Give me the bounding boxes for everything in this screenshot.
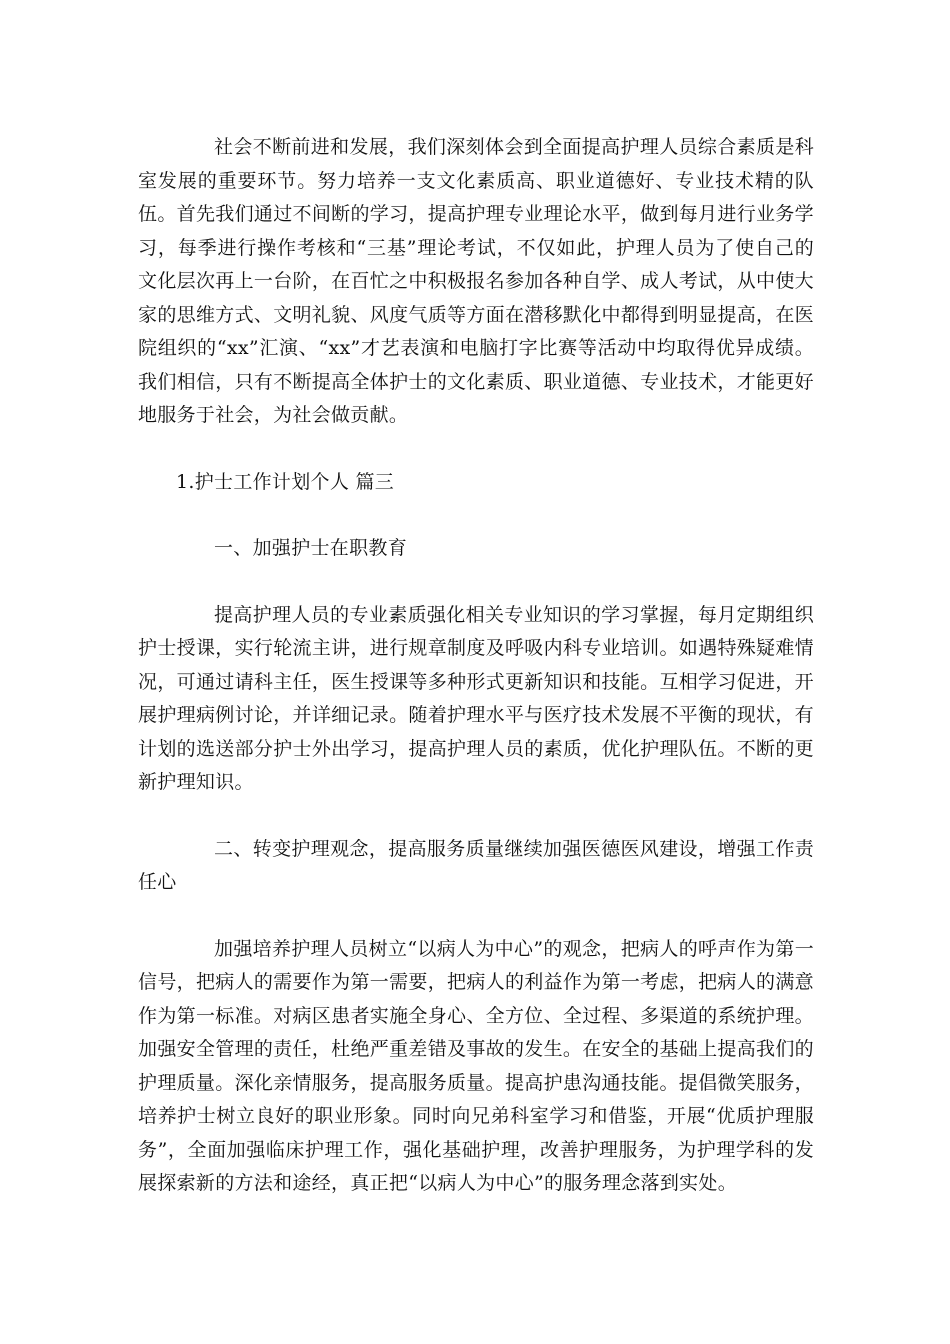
body-nursing-concept: 加强培养护理人员树立“以病人为中心”的观念，把病人的呼声作为第一信号，把病人的需要作为第一需要，把病人的利益作为第一考虑，把病人的满意作为第一标准。对病区患者实施全身心、全方位、全过程、多渠道的系统护理。加强安全管理的责任，杜绝严重差错及事故的发生。在安全的基础上提高我们的护理质量。深化亲情服务，提高服务质量。提高护患沟通技能。提倡微笑服务，培养护士树立良好的职业形象。同时向兄弟科室学习和借鉴，开展“优质护理服务”，全面加强临床护理工作，强化基础护理，改善护理服务，为护理学科的发展探索新的方法和途经，真正把“以病人为中心”的服务理念落到实处。 bbox=[138, 937, 814, 1194]
heading-in-service-education: 一、加强护士在职教育 bbox=[214, 537, 408, 559]
body-in-service-education: 提高护理人员的专业素质强化相关专业知识的学习掌握，每月定期组织护士授课，实行轮流主讲，进行规章制度及呼吸内科专业培训。如遇特殊疑难情况，可通过请科主任，医生授课等多种形式更新知识和技能。互相学习促进，开展护理病例讨论，并详细记录。随着护理水平与医疗技术发展不平衡的现状，有计划的选送部分护士外出学习，提高护理人员的素质，优化护理队伍。不断的更新护理知识。 bbox=[138, 603, 814, 793]
heading-nursing-concept: 二、转变护理观念，提高服务质量继续加强医德医风建设，增强工作责任心 bbox=[138, 837, 814, 893]
document-body bbox=[138, 131, 814, 1201]
intro-paragraph: 社会不断前进和发展，我们深刻体会到全面提高护理人员综合素质是科室发展的重要环节。努力培养一支文化素质高、职业道德好、专业技术精的队伍。首先我们通过不间断的学习，提高护理专业理论水平，做到每月进行业务学习，每季进行操作考核和“三基”理论考试，不仅如此，护理人员为了使自己的文化层次再上一台阶，在百忙之中积极报名参加各种自学、成人考试，从中使大家的思维方式、文明礼貌、风度气质等方面在潜移默化中都得到明显提高，在医院组织的“xx”汇演、“xx”才艺表演和电脑打字比赛等活动中均取得优异成绩。我们相信，只有不断提高全体护士的文化素质、职业道德、专业技术，才能更好地服务于社会，为社会做贡献。 bbox=[138, 136, 814, 426]
section-title: 1.护士工作计划个人 篇三 bbox=[176, 470, 395, 493]
